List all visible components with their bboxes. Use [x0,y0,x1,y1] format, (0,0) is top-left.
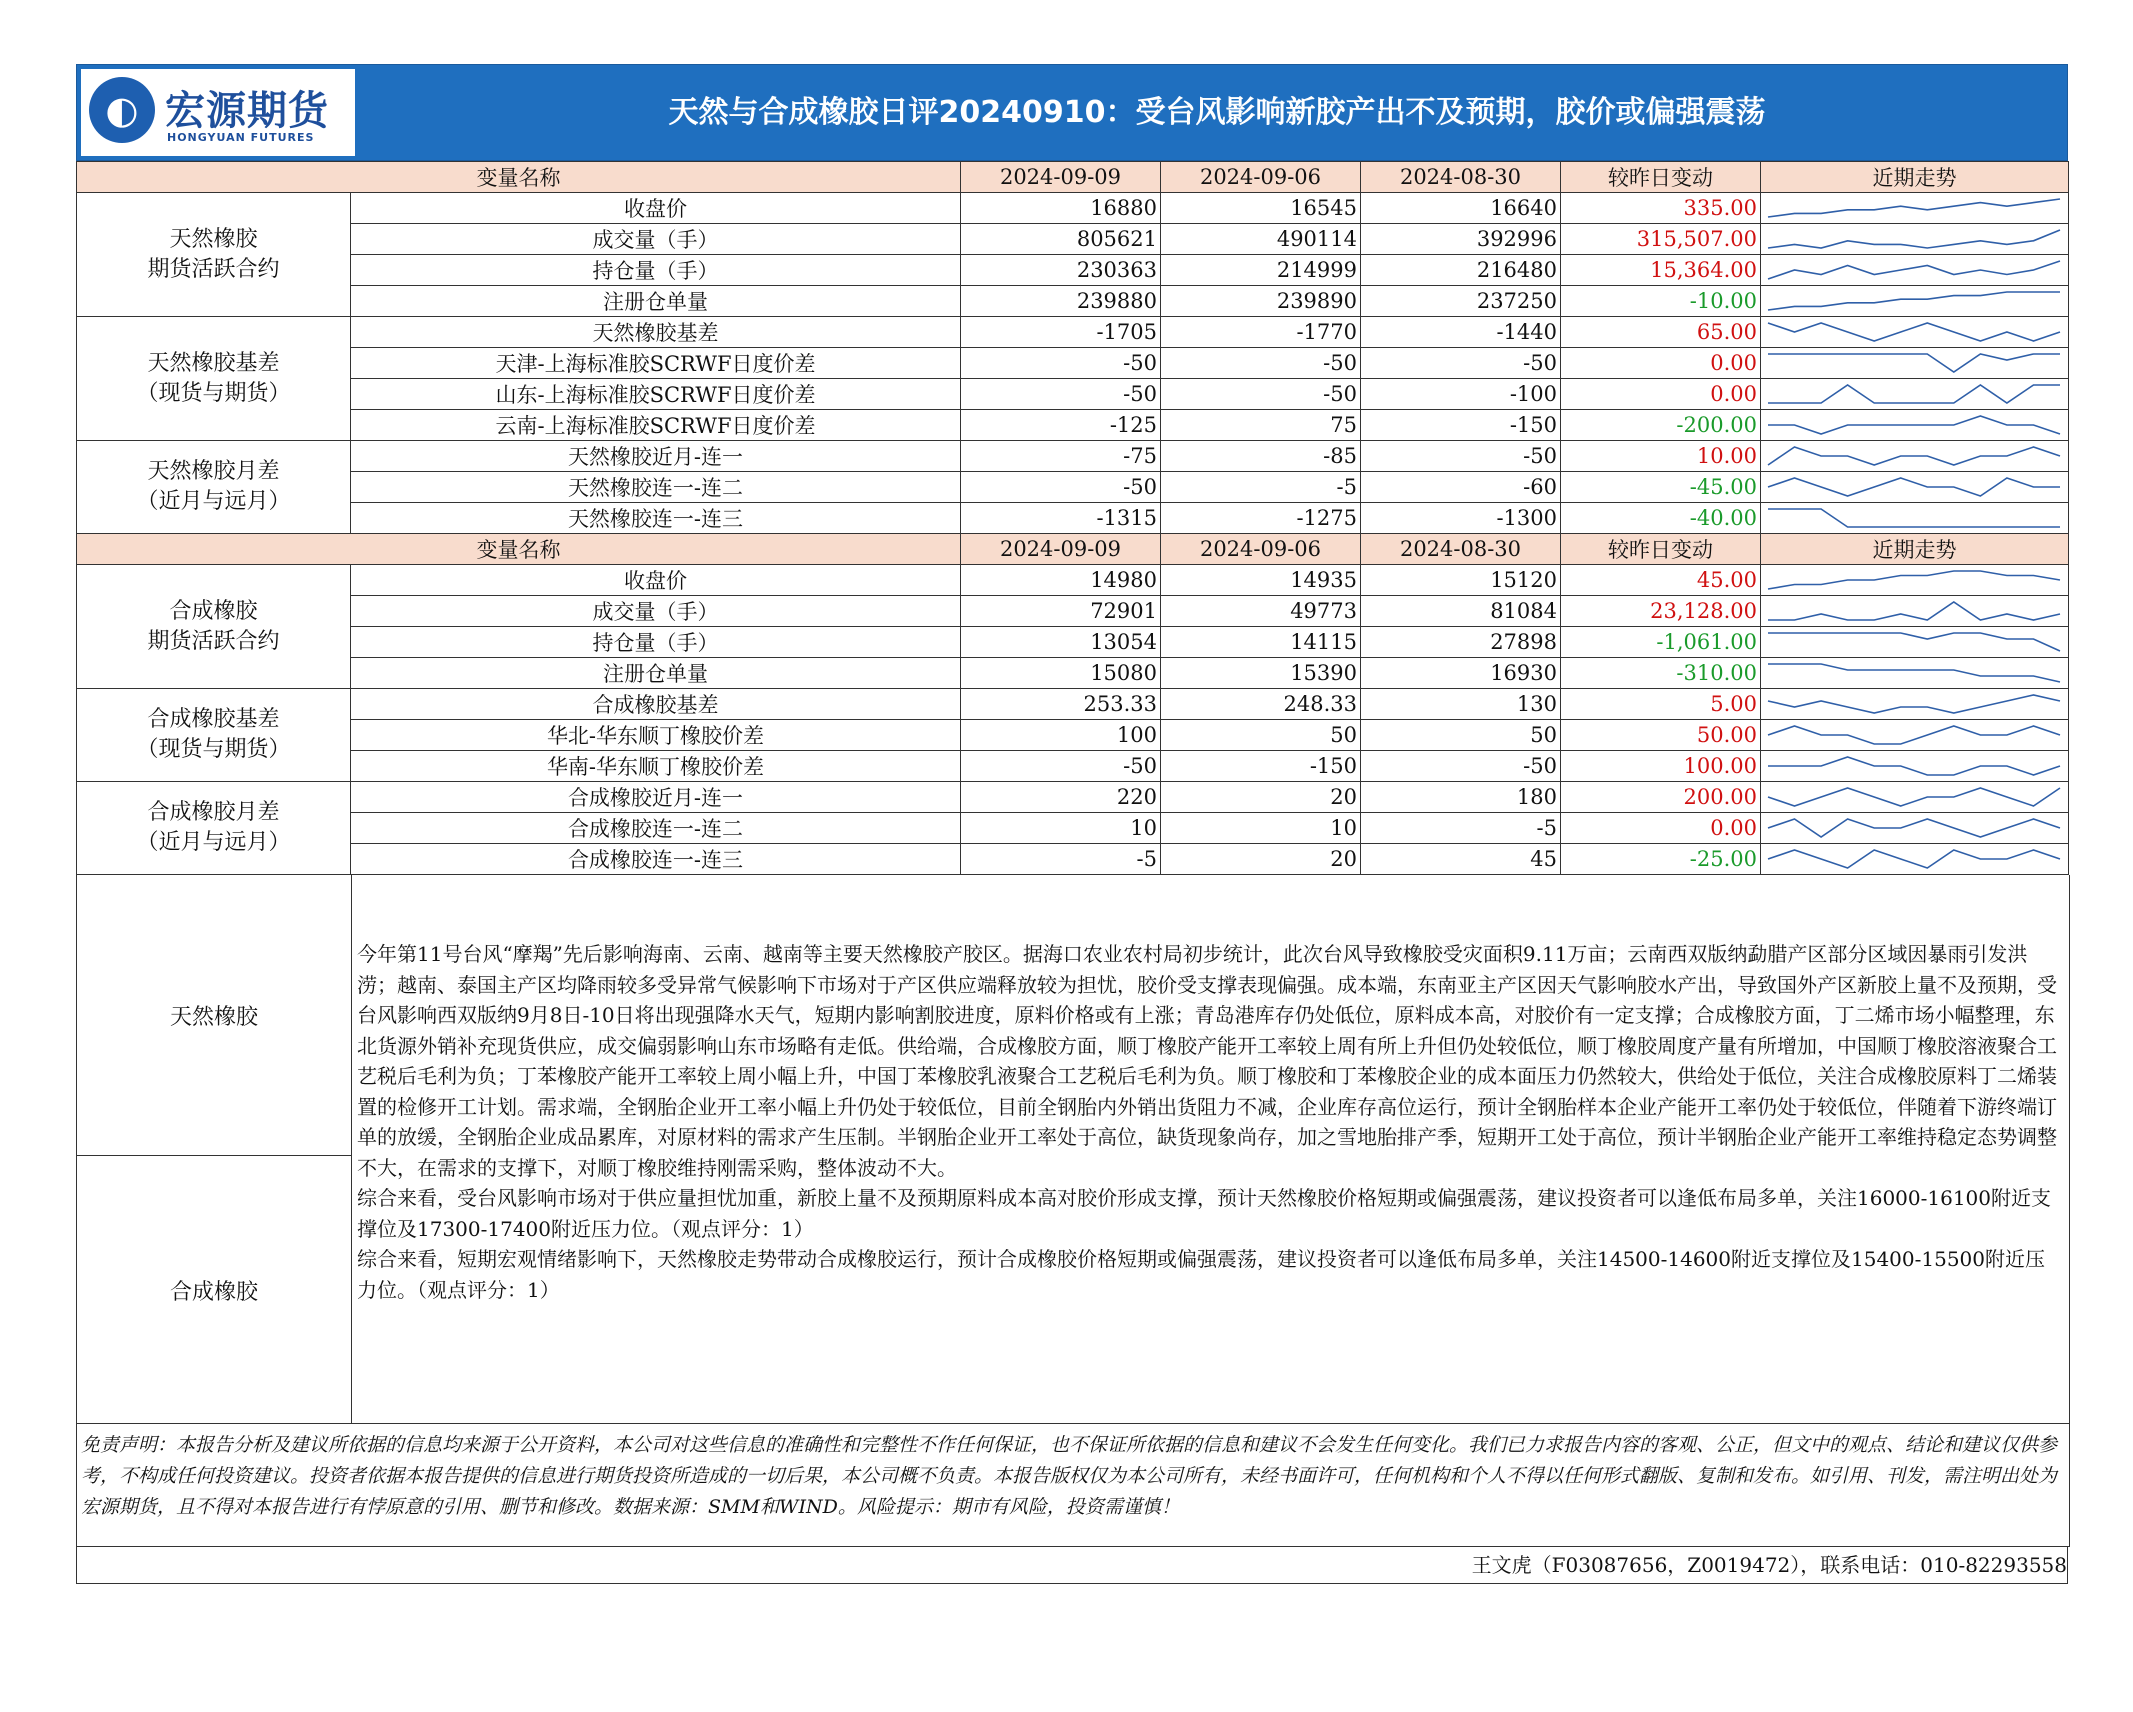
header-variable-name: 变量名称 [77,534,961,565]
table-row [77,441,2069,472]
sparkline-chart [1764,411,2064,439]
sparkline-cell [1761,317,2069,348]
value-date2: -50 [1161,379,1361,410]
daily-change: 45.00 [1561,565,1761,596]
sparkline-chart [1764,349,2064,377]
daily-change: 0.00 [1561,379,1761,410]
value-date1: 100 [961,720,1161,751]
sparkline-chart [1764,628,2064,656]
header-d3: 2024-08-30 [1361,534,1561,565]
header-trend: 近期走势 [1761,534,2069,565]
table-row [77,379,2069,410]
value-date1: 230363 [961,255,1161,286]
sparkline-line [1768,385,2060,403]
value-date2: 490114 [1161,224,1361,255]
sparkline-cell [1761,782,2069,813]
commentary-paragraph: 综合来看，短期宏观情绪影响下，天然橡胶走势带动合成橡胶运行，预计合成橡胶价格短期或偏强震荡，建议投资者可以逢低布局多单，关注14500-14600附近支撑位及15400-15500附近压力位。（观点评分：1） [357,1247,2046,1302]
variable-name: 山东-上海标准胶SCRWF日度价差 [351,379,961,410]
value-date1: 220 [961,782,1161,813]
table-row [77,224,2069,255]
sparkline-cell [1761,720,2069,751]
variable-name: 合成橡胶近月-连一 [351,782,961,813]
daily-change: -10.00 [1561,286,1761,317]
value-date2: 248.33 [1161,689,1361,720]
value-date1: 16880 [961,193,1161,224]
daily-change: -310.00 [1561,658,1761,689]
value-date2: 15390 [1161,658,1361,689]
sparkline-line [1768,416,2060,434]
value-date1: 239880 [961,286,1161,317]
value-date3: 15120 [1361,565,1561,596]
sparkline-cell [1761,441,2069,472]
value-date2: -1770 [1161,317,1361,348]
value-date3: -60 [1361,472,1561,503]
variable-name: 华北-华东顺丁橡胶价差 [351,720,961,751]
value-date3: 216480 [1361,255,1561,286]
value-date2: 239890 [1161,286,1361,317]
value-date2: 214999 [1161,255,1361,286]
variable-name: 成交量（手） [351,596,961,627]
table-row [77,255,2069,286]
table-row [77,503,2069,534]
table-row [77,658,2069,689]
value-date1: 15080 [961,658,1161,689]
value-date1: 253.33 [961,689,1161,720]
daily-change: -45.00 [1561,472,1761,503]
commentary-paragraph: 综合来看，受台风影响市场对于供应量担忧加重，新胶上量不及预期原料成本高对胶价形成支撑，预计天然橡胶价格短期或偏强震荡，建议投资者可以逢低布局多单，关注16000-16100附近支撑位及17300-17400附近压力位。（观点评分：1） [357,1186,2052,1241]
sparkline-chart [1764,442,2064,470]
table-row [77,472,2069,503]
group-label: 天然橡胶基差 （现货与期货） [77,317,351,441]
daily-change: 315,507.00 [1561,224,1761,255]
sparkline-line [1768,292,2060,310]
value-date2: 14935 [1161,565,1361,596]
sparkline-cell [1761,224,2069,255]
value-date2: -150 [1161,751,1361,782]
value-date3: -1440 [1361,317,1561,348]
value-date3: -5 [1361,813,1561,844]
disclaimer: 免责声明：本报告分析及建议所依据的信息均来源于公开资料，本公司对这些信息的准确性和完整性不作任何保证，也不保证所依据的信息和建议不会发生任何变化。我们已力求报告内容的客观、公正，但文中的观点、结论和建议仅供参考，不构成任何投资建议。投资者依据本报告提供的信息进行期货投资所造成的一切后果，本公司概不负责。本报告版权仅为本公司所有，未经书面许可，任何机构和个人不得以任何形式翻版、复制和发布。如引用、刊发，需注明出处为宏源期货，且不得对本报告进行有悖原意的引用、删节和修改。数据来源：SMM和WIND。风险提示：期市有风险，投资需谨慎！ [76,1423,2070,1547]
group-label: 天然橡胶 期货活跃合约 [77,193,351,317]
data-table [76,161,2069,875]
sparkline-line [1768,664,2060,682]
sparkline-line [1768,571,2060,589]
company-logo [81,69,355,156]
sparkline-line [1768,478,2060,496]
value-date3: -100 [1361,379,1561,410]
variable-name: 持仓量（手） [351,627,961,658]
value-date3: 45 [1361,844,1561,875]
sparkline-cell [1761,813,2069,844]
variable-name: 天津-上海标准胶SCRWF日度价差 [351,348,961,379]
value-date2: 20 [1161,844,1361,875]
value-date1: 72901 [961,596,1161,627]
commentary-label-separator [77,1155,351,1156]
header-d1: 2024-09-09 [961,534,1161,565]
value-date3: 130 [1361,689,1561,720]
header-d1: 2024-09-09 [961,162,1161,193]
variable-name: 收盘价 [351,193,961,224]
sparkline-chart [1764,504,2064,532]
sparkline-cell [1761,658,2069,689]
daily-change: 100.00 [1561,751,1761,782]
variable-name: 合成橡胶连一-连三 [351,844,961,875]
sparkline-line [1768,323,2060,341]
variable-name: 收盘价 [351,565,961,596]
value-date3: 237250 [1361,286,1561,317]
commentary-paragraph: 今年第11号台风“摩羯”先后影响海南、云南、越南等主要天然橡胶产胶区。据海口农业农村局初步统计，此次台风导致橡胶受灾面积9.11万亩；云南西双版纳勐腊产区部分区域因暴雨引发洪涝；越南、泰国主产区均降雨较多受异常气候影响下市场对于产区供应端释放较为担忧，胶价受支撑表现偏强。成本端，东南亚主产区因天气影响胶水产出，导致国外产区新胶上量不及预期，受台风影响西双版纳9月8日-10日将出现强降水天气，短期内影响割胶进度，原料价格或有上涨；青岛港库存仍处低位，原料成本高，对胶价有一定支撑；合成橡胶方面，丁二烯市场小幅整理，东北货源外销补充现货供应，成交偏弱影响山东市场略有走低。供给端，合成橡胶方面，顺丁橡胶产能开工率较上周有所上升但仍处较低位，顺丁橡胶周度产量有所增加，中国顺丁橡胶溶液聚合工艺税后毛利为负；丁苯橡胶产能开工率较上周小幅上升，中国丁苯橡胶乳液聚合工艺税后毛利为负。顺丁橡胶和丁苯橡胶企业的成本面压力仍然较大，供给处于低位，关注合成橡胶原料丁二烯装置的检修开工计划。需求端，全钢胎企业开工率小幅上升仍处于较低位，目前全钢胎内外销出货阻力不减，企业库存高位运行，预计全钢胎样本企业产能开工率仍处于较低位，伴随着下游终端订单的放缓，全钢胎企业成品累库，对原材料的需求产生压制。半钢胎企业开工率处于高位，缺货现象尚存，加之雪地胎排产季，短期开工处于高位，预计半钢胎企业产能开工率维持稳定态势调整不大，在需求的支撑下，对顺丁橡胶维持刚需采购，整体波动不大。 [357,942,2057,1180]
sparkline-line [1768,261,2060,279]
variable-name: 持仓量（手） [351,255,961,286]
value-date2: 75 [1161,410,1361,441]
header-d3: 2024-08-30 [1361,162,1561,193]
sparkline-chart [1764,566,2064,594]
header-variable-name: 变量名称 [77,162,961,193]
sparkline-line [1768,230,2060,248]
daily-change: 335.00 [1561,193,1761,224]
commentary-divider [351,875,352,1423]
sparkline-cell [1761,565,2069,596]
daily-change: 15,364.00 [1561,255,1761,286]
value-date2: -1275 [1161,503,1361,534]
table-row [77,286,2069,317]
header-d2: 2024-09-06 [1161,534,1361,565]
sparkline-chart [1764,597,2064,625]
value-date1: 805621 [961,224,1161,255]
sparkline-cell [1761,379,2069,410]
sparkline-cell [1761,286,2069,317]
sparkline-chart [1764,752,2064,780]
sparkline-line [1768,354,2060,372]
daily-change: 65.00 [1561,317,1761,348]
value-date3: 180 [1361,782,1561,813]
sparkline-line [1768,447,2060,465]
daily-change: 200.00 [1561,782,1761,813]
sparkline-chart [1764,814,2064,842]
report-sheet [76,64,2068,1584]
value-date1: -50 [961,472,1161,503]
variable-name: 云南-上海标准胶SCRWF日度价差 [351,410,961,441]
sparkline-cell [1761,193,2069,224]
value-date3: 27898 [1361,627,1561,658]
table-row [77,627,2069,658]
commentary-text [357,939,2063,1305]
sparkline-cell [1761,410,2069,441]
value-date3: 50 [1361,720,1561,751]
sparkline-line [1768,509,2060,527]
group-label: 合成橡胶月差 （近月与远月） [77,782,351,875]
variable-name: 成交量（手） [351,224,961,255]
group-label: 合成橡胶基差 （现货与期货） [77,689,351,782]
logo-subtext: HONGYUAN FUTURES [167,131,315,144]
value-date2: -5 [1161,472,1361,503]
report-header [76,64,2068,161]
value-date1: -5 [961,844,1161,875]
value-date1: 10 [961,813,1161,844]
value-date2: 50 [1161,720,1361,751]
sparkline-chart [1764,256,2064,284]
table-header-row [77,162,2069,193]
value-date2: 20 [1161,782,1361,813]
variable-name: 华南-华东顺丁橡胶价差 [351,751,961,782]
value-date3: -1300 [1361,503,1561,534]
logo-emblem-icon: ◐ [89,77,155,143]
sparkline-chart [1764,380,2064,408]
sparkline-line [1768,757,2060,775]
value-date2: 16545 [1161,193,1361,224]
value-date3: -150 [1361,410,1561,441]
sparkline-chart [1764,783,2064,811]
sparkline-chart [1764,194,2064,222]
variable-name: 合成橡胶连一-连二 [351,813,961,844]
value-date3: -50 [1361,348,1561,379]
sparkline-line [1768,633,2060,651]
daily-change: 10.00 [1561,441,1761,472]
header-change: 较昨日变动 [1561,162,1761,193]
daily-change: -40.00 [1561,503,1761,534]
sparkline-cell [1761,596,2069,627]
value-date2: 10 [1161,813,1361,844]
variable-name: 合成橡胶基差 [351,689,961,720]
sparkline-chart [1764,318,2064,346]
table-row [77,565,2069,596]
value-date2: -85 [1161,441,1361,472]
table-row [77,348,2069,379]
sparkline-cell [1761,689,2069,720]
group-label: 天然橡胶月差 （近月与远月） [77,441,351,534]
value-date3: -50 [1361,751,1561,782]
sparkline-line [1768,199,2060,217]
sparkline-cell [1761,472,2069,503]
sparkline-cell [1761,348,2069,379]
table-row [77,844,2069,875]
value-date3: 81084 [1361,596,1561,627]
header-change: 较昨日变动 [1561,534,1761,565]
sparkline-line [1768,695,2060,713]
sparkline-chart [1764,659,2064,687]
table-row [77,813,2069,844]
commentary-label-synthetic: 合成橡胶 [169,1280,258,1305]
table-row [77,410,2069,441]
variable-name: 天然橡胶连一-连二 [351,472,961,503]
sparkline-chart [1764,225,2064,253]
sparkline-chart [1764,845,2064,873]
variable-name: 注册仓单量 [351,286,961,317]
sparkline-cell [1761,627,2069,658]
commentary-section [76,875,2070,1423]
value-date1: 13054 [961,627,1161,658]
sparkline-line [1768,726,2060,744]
value-date3: 392996 [1361,224,1561,255]
value-date3: 16640 [1361,193,1561,224]
sparkline-chart [1764,473,2064,501]
header-trend: 近期走势 [1761,162,2069,193]
daily-change: 23,128.00 [1561,596,1761,627]
sparkline-chart [1764,721,2064,749]
sparkline-line [1768,602,2060,620]
sparkline-cell [1761,844,2069,875]
value-date1: -1315 [961,503,1161,534]
header-d2: 2024-09-06 [1161,162,1361,193]
sparkline-cell [1761,255,2069,286]
value-date2: 49773 [1161,596,1361,627]
sparkline-line [1768,788,2060,806]
table-row [77,782,2069,813]
table-header-row [77,534,2069,565]
daily-change: -1,061.00 [1561,627,1761,658]
sparkline-line [1768,850,2060,868]
sparkline-cell [1761,503,2069,534]
analyst-contact: 王文虎（F03087656，Z0019472），联系电话：010-82293558 [76,1547,2068,1584]
value-date1: -50 [961,348,1161,379]
value-date1: -50 [961,751,1161,782]
report-title: 天然与合成橡胶日评20240910：受台风影响新胶产出不及预期，胶价或偏强震荡 [668,95,1766,130]
value-date2: 14115 [1161,627,1361,658]
sparkline-chart [1764,690,2064,718]
variable-name: 天然橡胶连一-连三 [351,503,961,534]
variable-name: 天然橡胶基差 [351,317,961,348]
sparkline-line [1768,819,2060,837]
value-date3: -50 [1361,441,1561,472]
group-label: 合成橡胶 期货活跃合约 [77,565,351,689]
table-row [77,596,2069,627]
value-date2: -50 [1161,348,1361,379]
daily-change: -200.00 [1561,410,1761,441]
value-date1: -125 [961,410,1161,441]
table-row [77,193,2069,224]
sparkline-chart [1764,287,2064,315]
daily-change: -25.00 [1561,844,1761,875]
value-date1: -50 [961,379,1161,410]
variable-name: 注册仓单量 [351,658,961,689]
daily-change: 0.00 [1561,348,1761,379]
table-row [77,751,2069,782]
daily-change: 5.00 [1561,689,1761,720]
variable-name: 天然橡胶近月-连一 [351,441,961,472]
value-date3: 16930 [1361,658,1561,689]
commentary-label-natural: 天然橡胶 [169,1005,258,1030]
logo-text: 宏源期货 [165,88,329,134]
daily-change: 50.00 [1561,720,1761,751]
value-date1: -1705 [961,317,1161,348]
daily-change: 0.00 [1561,813,1761,844]
table-row [77,317,2069,348]
table-row [77,689,2069,720]
value-date1: -75 [961,441,1161,472]
table-row [77,720,2069,751]
sparkline-cell [1761,751,2069,782]
value-date1: 14980 [961,565,1161,596]
